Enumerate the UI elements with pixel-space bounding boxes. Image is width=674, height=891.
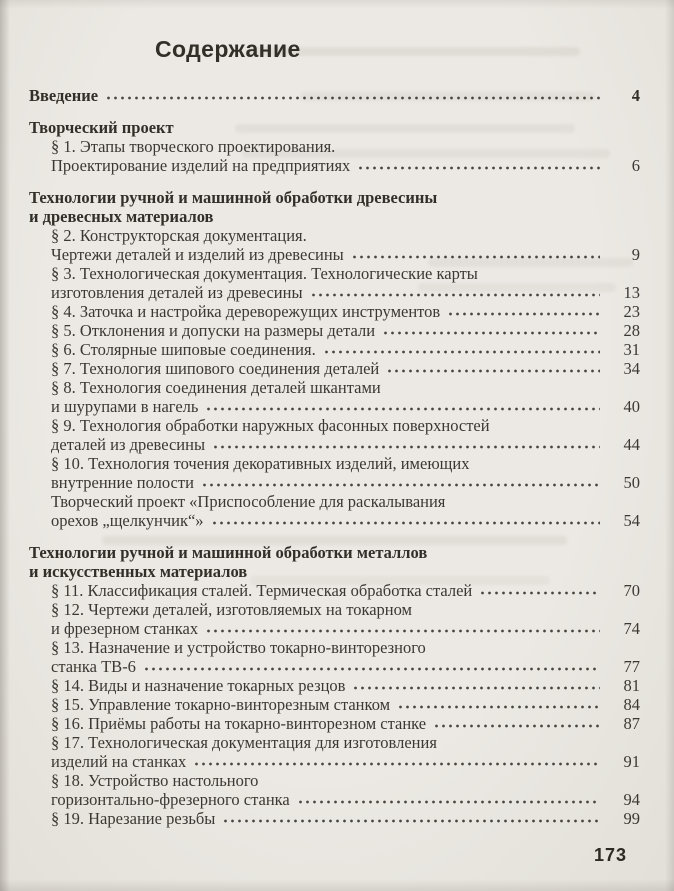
- toc-entry-row: [29, 156, 640, 175]
- dot-leader: [386, 368, 600, 374]
- toc-entry-text: Введение: [29, 86, 99, 105]
- dot-leader: [105, 95, 600, 101]
- toc-entry-row: [29, 473, 640, 492]
- toc-entry-page-number: 9: [631, 245, 640, 264]
- dot-leader: [201, 482, 600, 488]
- toc-entry-text: изделий на станках: [51, 752, 187, 771]
- dot-leader: [193, 761, 600, 767]
- toc-entry-row: [29, 340, 640, 359]
- toc-entry-text: § 5. Отклонения и допуски на размеры детали: [51, 321, 376, 340]
- dot-leader: [479, 590, 600, 596]
- toc-entry-page-number: 40: [623, 397, 640, 416]
- dot-leader: [433, 723, 600, 729]
- dot-leader: [212, 444, 600, 450]
- toc-entry-page-number: 81: [623, 676, 640, 695]
- toc-entry-page-number: 44: [623, 435, 640, 454]
- toc-entry-text: § 8. Технология соединения деталей шкантами: [51, 378, 381, 397]
- toc-entry-text: Проектирование изделий на предприятиях: [51, 156, 351, 175]
- dot-leader: [352, 685, 600, 691]
- toc-entry-page-number: 94: [623, 790, 640, 809]
- toc-entry-row: [29, 511, 640, 530]
- toc-entry-page-number: 74: [623, 619, 640, 638]
- toc-entry-text: § 10. Технология точения декоративных изделий, имеющих: [51, 454, 470, 473]
- toc-entry-page-number: 91: [623, 752, 640, 771]
- toc-content: [29, 0, 640, 828]
- toc-entry-text: § 2. Конструкторская документация.: [51, 226, 307, 245]
- toc-entry-page-number: 28: [623, 321, 640, 340]
- dot-leader: [397, 704, 600, 710]
- toc-entry-row: [29, 245, 640, 264]
- toc-entry-row: [29, 638, 640, 657]
- toc-entry-row: [29, 283, 640, 302]
- toc-entry-text: § 19. Нарезание резьбы: [51, 809, 216, 828]
- toc-entry-row: [29, 771, 640, 790]
- toc-entry-row: [29, 733, 640, 752]
- toc-entry-row: [29, 600, 640, 619]
- toc-entry-page-number: 4: [631, 86, 640, 105]
- toc-entry-text: Чертежи деталей и изделий из древесины: [51, 245, 344, 264]
- toc-entry-text: § 3. Технологическая документация. Технологические карты: [51, 264, 478, 283]
- toc-entry-text: § 1. Этапы творческого проектирования.: [51, 137, 336, 156]
- toc-entry-row: [29, 416, 640, 435]
- toc-entry-page-number: 50: [623, 473, 640, 492]
- toc-entry-row: [29, 226, 640, 245]
- toc-entry-text: § 12. Чертежи деталей, изготовляемых на токарном: [51, 600, 413, 619]
- toc-entry-page-number: 84: [623, 695, 640, 714]
- toc-entry-page-number: 23: [623, 302, 640, 321]
- toc-entry-text: § 18. Устройство настольного: [51, 771, 259, 790]
- toc-entry-text: изготовления деталей из древесины: [51, 283, 303, 302]
- toc-entry-row: [29, 581, 640, 600]
- toc-entry-text: горизонтально-фрезерного станка: [51, 790, 290, 809]
- toc-entry-row: [29, 454, 640, 473]
- toc-entry-text: § 6. Столярные шиповые соединения.: [51, 340, 316, 359]
- toc-entry-text: § 14. Виды и назначение токарных резцов: [51, 676, 346, 695]
- toc-entry-page-number: 70: [623, 581, 640, 600]
- dot-leader: [143, 666, 600, 672]
- toc-entry-row: [29, 752, 640, 771]
- dot-leader: [357, 165, 600, 171]
- toc-entry-row: [29, 397, 640, 416]
- toc-entry-text: § 15. Управление токарно-винторезным станком: [51, 695, 391, 714]
- toc-entry-text: § 11. Классификация сталей. Термическая обработка сталей: [51, 581, 473, 600]
- toc-entry-text: внутренние полости: [51, 473, 194, 492]
- toc-entry-row: [29, 321, 640, 340]
- dot-leader: [205, 406, 600, 412]
- toc-entry-row: [29, 714, 640, 733]
- page-number-folio: 173: [593, 845, 627, 865]
- toc-entry-row: [29, 359, 640, 378]
- toc-entry-text: § 7. Технология шипового соединения деталей: [51, 359, 380, 378]
- toc-entry-text: деталей из древесины: [51, 435, 206, 454]
- dot-leader: [310, 292, 600, 298]
- toc-entry-row: [29, 790, 640, 809]
- toc-entry-row: [29, 378, 640, 397]
- toc-entry-text: § 13. Назначение и устройство токарно-винторезного: [51, 638, 426, 657]
- dot-leader: [211, 520, 600, 526]
- dot-leader: [222, 818, 600, 824]
- toc-entry-page-number: 31: [623, 340, 640, 359]
- dot-leader: [205, 628, 600, 634]
- toc-entry-page-number: 34: [623, 359, 640, 378]
- dot-leader: [447, 311, 600, 317]
- dot-leader: [297, 799, 600, 805]
- dot-leader: [323, 349, 600, 355]
- toc-entry-row: [29, 302, 640, 321]
- dot-leader: [382, 330, 600, 336]
- toc-section-heading: и древесных материалов: [29, 207, 214, 226]
- dot-leader: [351, 254, 600, 260]
- toc-entry-row: [29, 676, 640, 695]
- toc-entry-row: [29, 86, 640, 105]
- toc-entry-row: [29, 657, 640, 676]
- toc-entry-text: § 4. Заточка и настройка дереворежущих инструментов: [51, 302, 441, 321]
- page-title: Содержание: [155, 36, 301, 62]
- toc-entry-row: [29, 264, 640, 283]
- toc-section-heading: Творческий проект: [29, 118, 174, 137]
- toc-entry-text: станка ТВ-6: [51, 657, 136, 676]
- toc-entry-row: [29, 137, 640, 156]
- toc-section-heading: Технологии ручной и машинной обработки древесины: [29, 188, 438, 207]
- toc-entry-page-number: 6: [631, 156, 640, 175]
- toc-entry-row: [29, 492, 640, 511]
- toc-entry-row: [29, 695, 640, 714]
- toc-section-heading: Технологии ручной и машинной обработки металлов: [29, 543, 428, 562]
- toc-entry-text: § 17. Технологическая документация для изготовления: [51, 733, 437, 752]
- toc-entry-page-number: 13: [623, 283, 640, 302]
- toc-entry-text: § 9. Технология обработки наружных фасонных поверхностей: [51, 416, 490, 435]
- toc-entry-row: [29, 619, 640, 638]
- toc-entry-page-number: 54: [623, 511, 640, 530]
- toc-entry-text: § 16. Приёмы работы на токарно-винторезном станке: [51, 714, 427, 733]
- toc-entry-text: орехов „щелкунчик“»: [51, 511, 204, 530]
- toc-entry-text: и шурупами в нагель: [51, 397, 199, 416]
- toc-section-heading: и искусственных материалов: [29, 562, 248, 581]
- toc-entry-text: Творческий проект «Приспособление для раскалывания: [51, 492, 446, 511]
- toc-entry-row: [29, 435, 640, 454]
- toc-entry-row: [29, 809, 640, 828]
- toc-list: [29, 86, 640, 828]
- toc-entry-page-number: 77: [623, 657, 640, 676]
- toc-entry-text: и фрезерном станках: [51, 619, 199, 638]
- toc-entry-page-number: 87: [623, 714, 640, 733]
- toc-entry-page-number: 99: [623, 809, 640, 828]
